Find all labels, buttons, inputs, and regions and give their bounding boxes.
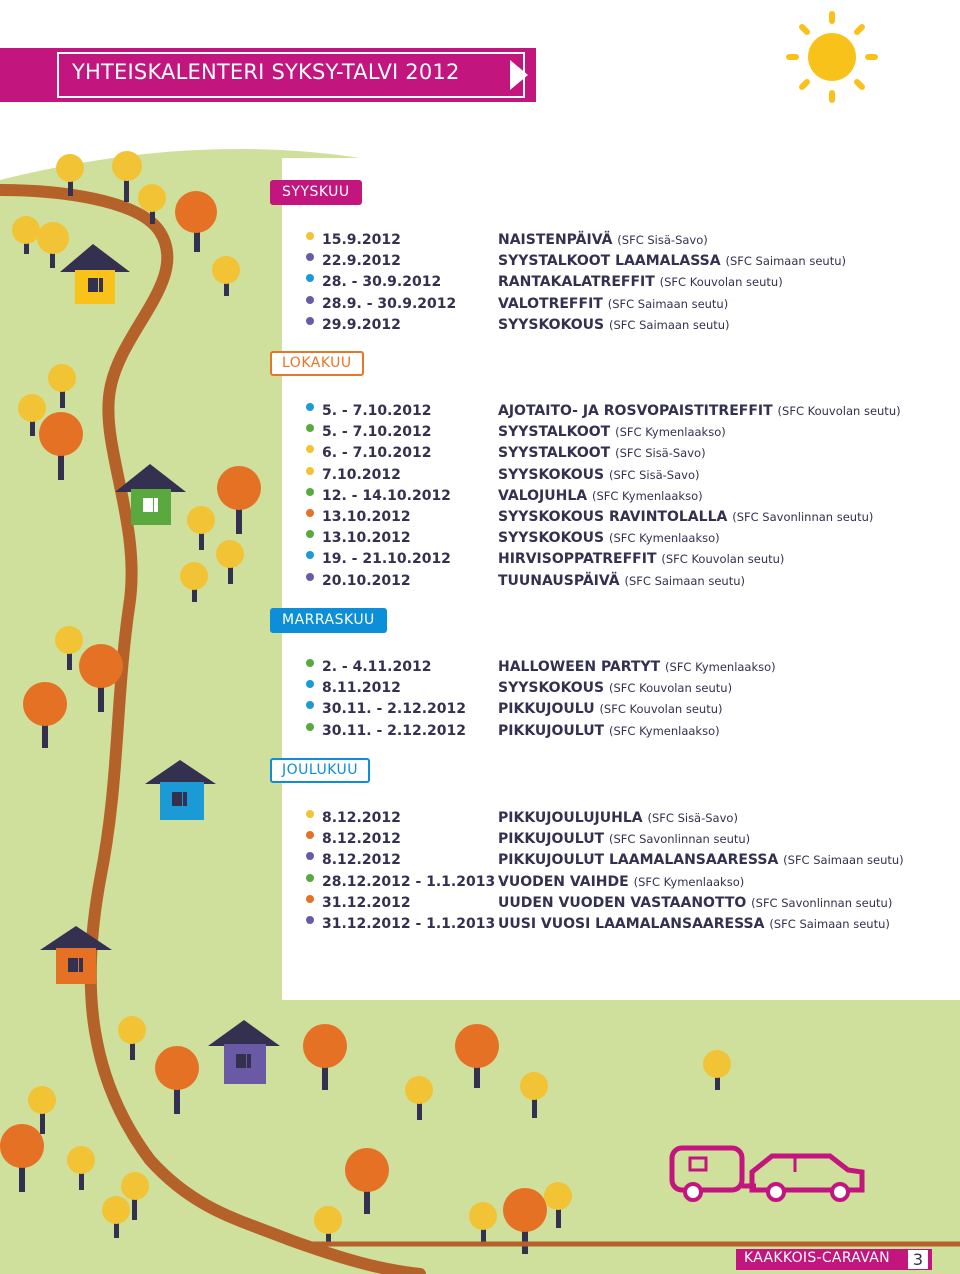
event-organizer: (SFC Kouvolan seutu) — [599, 702, 723, 717]
event-name — [498, 253, 846, 269]
event-date: 13.10.2012 — [322, 530, 411, 547]
bullet-dot-icon — [306, 659, 314, 667]
event-organizer: (SFC Saimaan seutu) — [783, 853, 904, 868]
event-title: TUUNAUSPÄIVÄ — [498, 572, 620, 589]
bullet-dot-icon — [306, 895, 314, 903]
event-name — [498, 852, 904, 868]
bullet-dot-icon — [306, 232, 314, 240]
event-name — [498, 296, 728, 312]
event-name — [498, 659, 776, 675]
event-name — [498, 530, 720, 546]
event-organizer: (SFC Savonlinnan seutu) — [608, 832, 751, 847]
event-title: PIKKUJOULUT — [498, 722, 605, 739]
event-name — [498, 403, 901, 419]
event-date: 15.9.2012 — [322, 232, 401, 248]
event-date: 19. - 21.10.2012 — [322, 551, 451, 568]
bullet-dot-icon — [306, 573, 314, 581]
event-organizer: (SFC Kouvolan seutu) — [777, 404, 901, 418]
event-name — [498, 317, 730, 333]
event-organizer: (SFC Savonlinnan seutu) — [751, 895, 893, 910]
event-title: UUDEN VUODEN VASTAANOTTO — [498, 894, 747, 911]
event-title: PIKKUJOULU — [498, 701, 595, 718]
event-title: SYYSTALKOOT LAAMALASSA — [498, 253, 721, 270]
bullet-dot-icon — [306, 296, 314, 304]
event-date: 8.11.2012 — [322, 680, 401, 697]
event-organizer: (SFC Kymenlaakso) — [608, 723, 720, 738]
event-organizer: (SFC Kymenlaakso) — [609, 531, 720, 546]
event-organizer: (SFC Savonlinnan seutu) — [732, 509, 874, 524]
bullet-dot-icon — [306, 723, 314, 731]
event-name — [498, 874, 744, 890]
event-title: HALLOWEEN PARTYT — [498, 659, 661, 675]
event-organizer: (SFC Saimaan seutu) — [609, 317, 730, 332]
event-name — [498, 680, 732, 696]
event-date: 7.10.2012 — [322, 466, 401, 483]
event-name — [498, 232, 708, 248]
event-name — [498, 424, 726, 440]
event-date: 6. - 7.10.2012 — [322, 445, 432, 462]
event-date: 5. - 7.10.2012 — [322, 424, 432, 441]
month-heading-syyskuu: SYYSKUU — [270, 180, 362, 205]
event-organizer: (SFC Saimaan seutu) — [624, 573, 745, 588]
event-date: 28.12.2012 - 1.1.2013 — [322, 873, 496, 890]
event-name — [498, 551, 784, 567]
page-title: YHTEISKALENTERI SYKSY-TALVI 2012 — [72, 60, 460, 84]
event-title: UUSI VUOSI LAAMALANSAARESSA — [498, 915, 765, 932]
event-name — [498, 895, 892, 911]
event-organizer: (SFC Kouvolan seutu) — [661, 552, 785, 567]
event-date: 30.11. - 2.12.2012 — [322, 722, 466, 739]
event-date: 20.10.2012 — [322, 572, 411, 589]
bullet-dot-icon — [306, 488, 314, 496]
event-name — [498, 916, 890, 932]
event-date: 8.12.2012 — [322, 852, 401, 869]
event-organizer: (SFC Saimaan seutu) — [725, 254, 846, 269]
event-organizer: (SFC Sisä-Savo) — [609, 467, 700, 482]
event-title: PIKKUJOULUT — [498, 831, 605, 848]
event-title: SYYSKOKOUS RAVINTOLALLA — [498, 508, 728, 525]
event-date: 31.12.2012 — [322, 894, 411, 911]
event-organizer: (SFC Sisä-Savo) — [615, 446, 706, 461]
event-name — [498, 701, 722, 717]
event-title: SYYSKOKOUS — [498, 316, 605, 333]
event-date: 12. - 14.10.2012 — [322, 487, 451, 504]
event-date: 5. - 7.10.2012 — [322, 403, 432, 419]
event-organizer: (SFC Kymenlaakso) — [591, 488, 703, 503]
event-name — [498, 723, 720, 739]
event-date: 2. - 4.11.2012 — [322, 659, 432, 675]
event-title: VALOJUHLA — [498, 487, 588, 504]
event-name — [498, 810, 738, 826]
event-title: NAISTENPÄIVÄ — [498, 232, 613, 248]
event-title: SYYSKOKOUS — [498, 466, 605, 483]
event-title: VALOTREFFIT — [498, 295, 603, 312]
month-heading-lokakuu: LOKAKUU — [270, 351, 364, 376]
month-heading-joulukuu: JOULUKUU — [270, 758, 370, 783]
event-name — [498, 573, 745, 589]
event-name — [498, 509, 873, 525]
event-title: RANTAKALATREFFIT — [498, 274, 655, 291]
event-name — [498, 831, 750, 847]
bullet-dot-icon — [306, 810, 314, 818]
page-number: 3 — [908, 1250, 928, 1269]
event-organizer: (SFC Kymenlaakso) — [665, 660, 776, 674]
event-title: VUODEN VAIHDE — [498, 873, 629, 890]
event-organizer: (SFC Saimaan seutu) — [607, 296, 729, 311]
footer-label: KAAKKOIS-CARAVAN — [744, 1250, 890, 1266]
event-title: PIKKUJOULUJUHLA — [498, 810, 643, 826]
footer-badge — [736, 1249, 932, 1270]
event-date: 28. - 30.9.2012 — [322, 274, 442, 291]
event-name — [498, 274, 783, 290]
bullet-dot-icon — [306, 467, 314, 475]
event-title: AJOTAITO- JA ROSVOPAISTITREFFIT — [498, 403, 773, 419]
event-date: 30.11. - 2.12.2012 — [322, 701, 466, 718]
event-title: SYYSTALKOOT — [498, 424, 611, 441]
month-heading-marraskuu: MARRASKUU — [270, 608, 387, 633]
bullet-dot-icon — [306, 874, 314, 882]
event-date: 29.9.2012 — [322, 316, 401, 333]
event-organizer: (SFC Kouvolan seutu) — [609, 681, 733, 696]
event-title: PIKKUJOULUT LAAMALANSAARESSA — [498, 852, 779, 869]
event-name — [498, 488, 703, 504]
event-title: SYYSKOKOUS — [498, 530, 605, 547]
event-date: 22.9.2012 — [322, 253, 401, 270]
event-date: 13.10.2012 — [322, 508, 411, 525]
event-date: 31.12.2012 - 1.1.2013 — [322, 915, 496, 932]
event-date: 28.9. - 30.9.2012 — [322, 295, 457, 312]
event-date: 8.12.2012 — [322, 810, 401, 826]
event-organizer: (SFC Kouvolan seutu) — [659, 275, 783, 290]
event-title: HIRVISOPPATREFFIT — [498, 551, 657, 568]
event-organizer: (SFC Saimaan seutu) — [769, 916, 890, 931]
event-organizer: (SFC Sisä-Savo) — [617, 233, 708, 247]
bullet-dot-icon — [306, 916, 314, 924]
event-title: SYYSTALKOOT — [498, 445, 611, 462]
bullet-dot-icon — [306, 317, 314, 325]
event-organizer: (SFC Sisä-Savo) — [647, 811, 738, 825]
bullet-dot-icon — [306, 403, 314, 411]
event-organizer: (SFC Kymenlaakso) — [633, 874, 745, 889]
sun-icon — [789, 14, 875, 100]
bullet-dot-icon — [306, 509, 314, 517]
event-organizer: (SFC Kymenlaakso) — [615, 425, 726, 440]
event-title: SYYSKOKOUS — [498, 680, 605, 697]
event-name — [498, 467, 699, 483]
event-name — [498, 445, 706, 461]
event-date: 8.12.2012 — [322, 831, 401, 848]
